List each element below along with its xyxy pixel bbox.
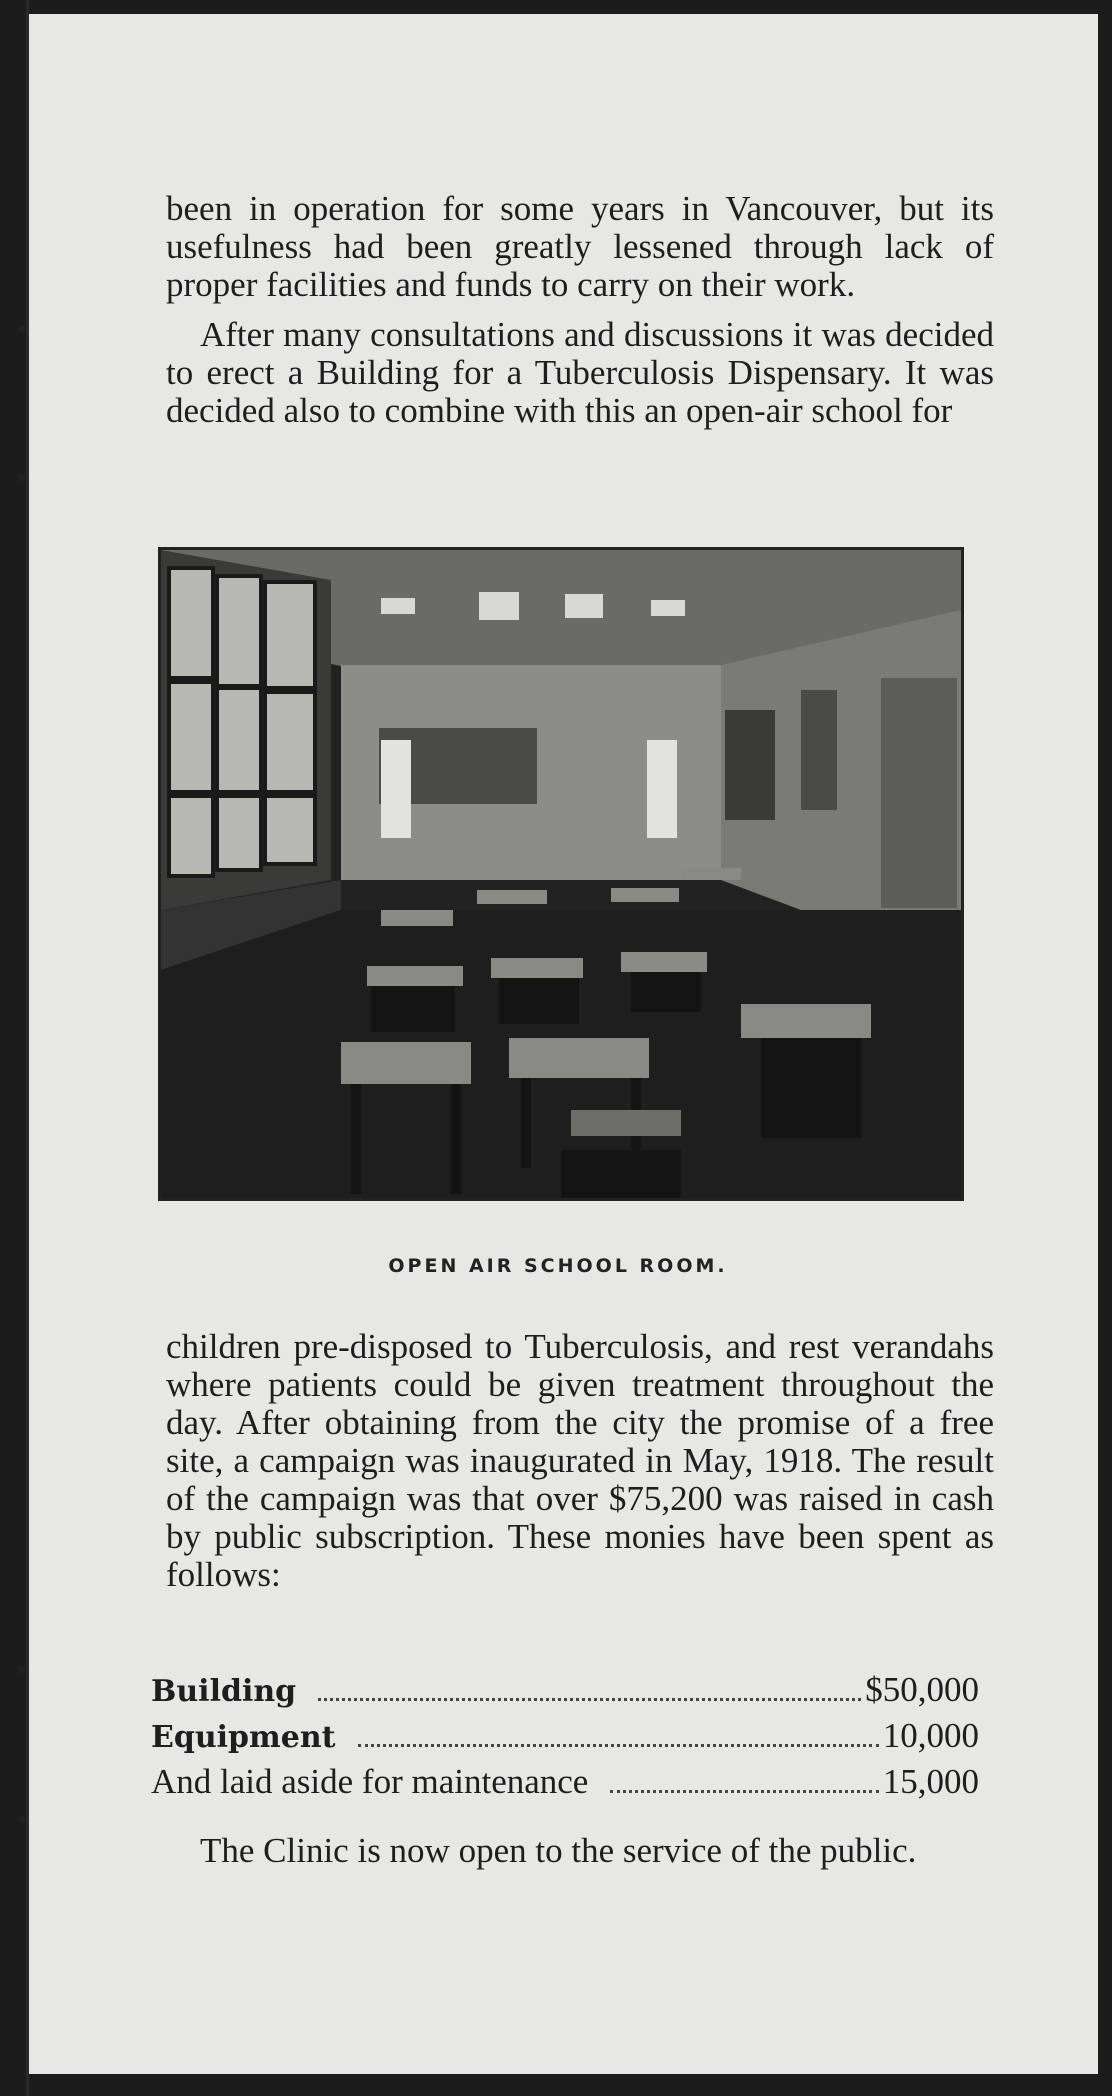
page-edge-line: [26, 0, 29, 2096]
margin-mark: •: [14, 1656, 30, 1686]
classroom-photo-illustration: [161, 550, 961, 1198]
expense-amount: 10,000: [882, 1716, 979, 1755]
expense-row: [151, 1670, 979, 1716]
margin-mark: •: [14, 316, 30, 346]
expense-row: [151, 1762, 979, 1808]
paragraph: children pre-disposed to Tuberculosis, and rest verandahs where patients could be given treatment throughout the day. After obtaining from the city the promise of a free site, a campaign was inaugurated in May, 1918. The result of the campaign was that over $75,200 was raised in cash by public subscription. These monies have been spent as follows:: [166, 1327, 994, 1594]
margin-mark: •: [14, 1806, 30, 1836]
expense-label: Building: [151, 1674, 297, 1709]
dot-leader: [358, 1744, 879, 1747]
expense-amount: 15,000: [882, 1762, 979, 1801]
photo-caption: OPEN AIR SCHOOL ROOM.: [388, 1255, 728, 1277]
paragraph: After many consultations and discussions it was decided to erect a Building for a Tuberculosis Dispensary. It was decided also to combine with this an open-air school for: [166, 315, 994, 430]
margin-mark: •: [14, 464, 30, 494]
paragraph: been in operation for some years in Vancouver, but its usefulness had been greatly lessened through lack of proper facilities and funds to carry on their work.: [166, 189, 994, 304]
expense-amount: $50,000: [865, 1670, 979, 1709]
body-text-top: [166, 190, 994, 430]
dot-leader: [610, 1790, 878, 1793]
open-air-school-room-photo: [158, 547, 964, 1201]
closing-text: [166, 1832, 994, 1870]
expense-label: Equipment: [151, 1720, 336, 1755]
expense-label: And laid aside for maintenance: [151, 1762, 589, 1801]
dot-leader: [318, 1698, 861, 1701]
body-text-bottom: [166, 1328, 994, 1594]
expenses-table: [151, 1670, 979, 1808]
paragraph: The Clinic is now open to the service of the public.: [200, 1831, 917, 1870]
expense-row: [151, 1716, 979, 1762]
